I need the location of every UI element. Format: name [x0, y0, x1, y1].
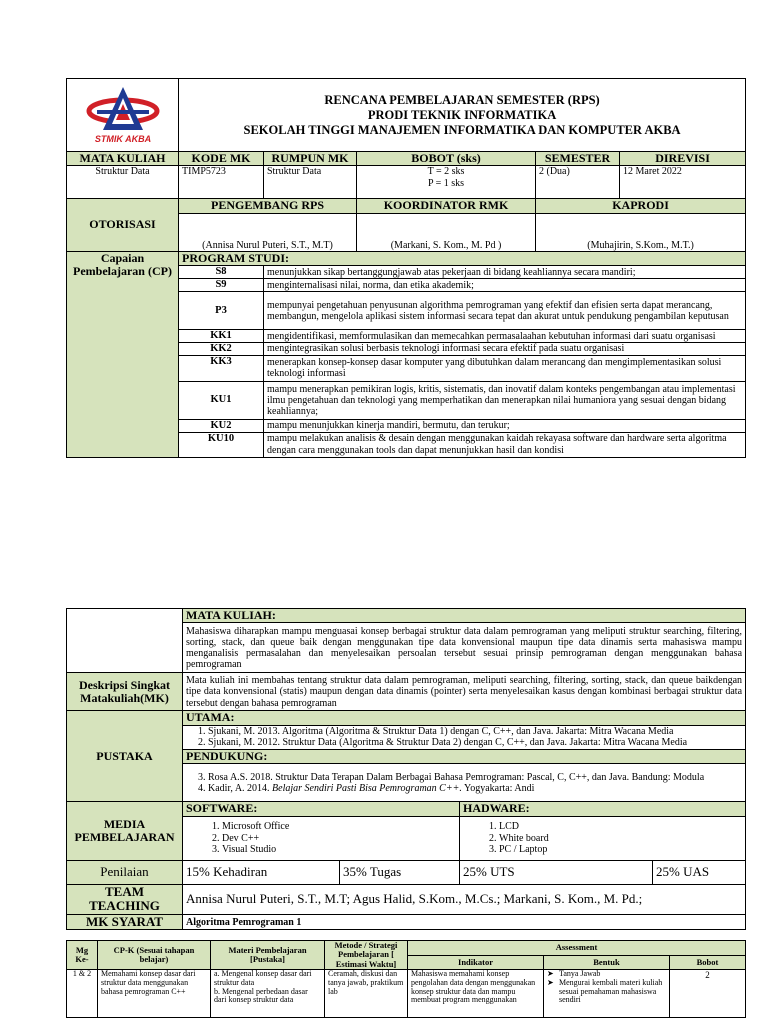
- weekly-plan-table: [66, 940, 746, 1018]
- kode-mk-value: TIMP5723: [179, 166, 264, 199]
- pengembang-rps-header: PENGEMBANG RPS: [179, 199, 357, 213]
- utama-list: [183, 725, 746, 749]
- hardware-item: 1. LCD: [499, 821, 742, 832]
- mata-kuliah-section-label: MATA KULIAH:: [183, 609, 746, 623]
- penilaian-label: Penilaian: [67, 860, 183, 884]
- cp-text: mampu menerapkan pemikiran logis, kritis, sistematis, dan inovatif dalam konteks pengembangan atau implementasi ilmu pengetahuan dan teknologi yang memperhatikan dan menerapkan nilai humaniora yang sesuai dengan bidang keahliannya;: [264, 381, 746, 419]
- cp-text: mempunyai pengetahuan penyusunan algorithma pemrograman yang efektif dan efisien serta dapat merancang, membangun, mengelola aplikasi sistem informasi secara tepat dan akurat untuk pendukung pengambilan keputusan: [264, 292, 746, 330]
- cp-code: KK3: [179, 355, 264, 381]
- pendukung-4-title: Belajar Sendiri Pasti Bisa Pemrograman C++.: [272, 782, 462, 794]
- bobot-p: P = 1 sks: [427, 177, 465, 189]
- logo-cell: [67, 79, 179, 152]
- cp-code: S9: [179, 279, 264, 292]
- cp-code: S8: [179, 266, 264, 279]
- bobot-value: [357, 166, 536, 199]
- semester-header: SEMESTER: [536, 152, 620, 166]
- software-label: SOFTWARE:: [183, 802, 460, 816]
- mata-kuliah-blank: [67, 609, 183, 673]
- rumpun-mk-value: Struktur Data: [264, 166, 357, 199]
- team-teaching-label: TEAM TEACHING: [67, 884, 183, 914]
- pustaka-label: PUSTAKA: [67, 711, 183, 802]
- direvisi-header: DIREVISI: [620, 152, 746, 166]
- mk-syarat-label: MK SYARAT: [67, 914, 183, 930]
- logo-text: STMIK AKBA: [94, 134, 151, 144]
- materi-item: a. Mengenal konsep dasar dari struktur data: [214, 969, 312, 987]
- penilaian-item: 25% UTS: [460, 860, 653, 884]
- bentuk-item: Mengurai kembali materi kuliah sesuai pemahaman mahasiswa sendiri: [559, 977, 663, 1005]
- mata-kuliah-header: MATA KULIAH: [67, 152, 179, 166]
- cpk-text: Memahami konsep dasar dari struktur data menggunakan bahasa pemrograman C++: [98, 970, 211, 1018]
- rps-title: [179, 79, 746, 152]
- software-list: [183, 816, 460, 860]
- hardware-list: [460, 816, 746, 860]
- cp-label: Capaian Pembelajaran (CP): [67, 251, 179, 457]
- cp-text: mampu menunjukkan kinerja mandiri, bermutu, dan terukur;: [264, 419, 746, 432]
- deskripsi-text: Mata kuliah ini membahas tentang struktur data dalam pemrograman, meliputi searching, filtering, sorting, stack, dan queue baikdengan tipe data konvensional (statis) maupun dengan data dinamis (pointer) serta menyelesaikan kasus dengan kombinasi berbagai struktur data tersebut dengan bahasa pemrograman: [183, 673, 746, 711]
- software-item: 3. Visual Studio: [222, 844, 456, 855]
- pendukung-label: PENDUKUNG:: [183, 749, 746, 763]
- cp-code: KU2: [179, 419, 264, 432]
- pustaka-item: 2. Sjukani, M. 2012. Struktur Data (Algoritma & Struktur Data 2) dengan C, C++, dan Java. Jakarta: Mitra Wacana Media: [208, 737, 742, 748]
- semester-value: 2 (Dua): [536, 166, 620, 199]
- cp-code: KU10: [179, 432, 264, 457]
- rps-title-line-2: PRODI TEKNIK INFORMATIKA: [367, 107, 557, 122]
- software-item: 1. Microsoft Office: [222, 821, 456, 832]
- deskripsi-label: Deskripsi Singkat Matakuliah(MK): [67, 673, 183, 711]
- otorisasi-label: OTORISASI: [67, 199, 179, 251]
- cp-text: menunjukkan sikap bertanggungjawab atas pekerjaan di bidang keahliannya secara mandiri;: [264, 266, 746, 279]
- cp-code: KU1: [179, 381, 264, 419]
- materi-item: b. Mengenal perbedaan dasar dari konsep struktur data: [214, 986, 308, 1005]
- rps-title-line-3: SEKOLAH TINGGI MANAJEMEN INFORMATIKA DAN KOMPUTER AKBA: [243, 122, 681, 137]
- cpk-header: CP-K (Sesuai tahapan belajar): [98, 941, 211, 970]
- cp-text: menginternalisasi nilai, norma, dan etika akademik;: [264, 279, 746, 292]
- stmik-akba-logo: [83, 84, 163, 146]
- cp-code: KK1: [179, 330, 264, 343]
- rps-title-line-1: RENCANA PEMBELAJARAN SEMESTER (RPS): [324, 92, 600, 107]
- assessment-header: Assessment: [408, 941, 746, 956]
- bobot-header: BOBOT (sks): [357, 152, 536, 166]
- bentuk-header: Bentuk: [544, 955, 670, 970]
- rumpun-mk-header: RUMPUN MK: [264, 152, 357, 166]
- pendukung-4-suffix: Yogyakarta: Andi: [463, 782, 535, 794]
- direvisi-value: 12 Maret 2022: [620, 166, 746, 199]
- mata-kuliah-description: Mahasiswa diharapkan mampu menguasai konsep berbagai struktur data dalam pemrograman yang meliputi struktur searching, filtering, sorting, stack, dan queue baik dengan menggunakan tipe data konvensional maupun tipe data dinamis serta mahasiswa mampu menganalisis permasalahan dan menyelesaikan persoalan tersebut sesuai prinsip pemrograman dengan menggunakan bahasa pemrograman: [183, 623, 746, 673]
- mk-syarat-text: Algoritma Pemrograman 1: [183, 914, 746, 930]
- hardware-item: 2. White board: [499, 833, 742, 844]
- rps-header-table: [66, 78, 746, 458]
- pustaka-item: 1. Sjukani, M. 2013. Algoritma (Algoritma & Struktur Data 1) dengan C, C++, dan Java. Jakarta: Mitra Wacana Media: [208, 726, 742, 737]
- arrow-bullet-icon: ➤: [547, 969, 554, 979]
- pendukung-list: [183, 764, 746, 802]
- cp-text: mengintegrasikan solusi berbasis teknologi informasi secara efektif pada suatu organisasi: [264, 343, 746, 356]
- materi-header: Materi Pembelajaran [Pustaka]: [211, 941, 325, 970]
- metode-header: Metode / Strategi Pembelajaran [ Estimasi Waktu]: [325, 941, 408, 970]
- bobot-week-value: 2: [670, 970, 746, 1018]
- program-studi-label: PROGRAM STUDI:: [179, 251, 746, 265]
- koordinator-rmk-name: (Markani, S. Kom., M. Pd ): [357, 213, 536, 251]
- hardware-item: 3. PC / Laptop: [499, 844, 742, 855]
- bobot-t: T = 2 sks: [427, 166, 465, 178]
- bentuk-list: [544, 970, 670, 1018]
- penilaian-item: 25% UAS: [653, 860, 746, 884]
- cp-code: KK2: [179, 343, 264, 356]
- penilaian-item: 15% Kehadiran: [183, 860, 340, 884]
- utama-label: UTAMA:: [183, 711, 746, 725]
- pustaka-item: 3. Rosa A.S. 2018. Struktur Data Terapan Dalam Berbagai Bahasa Pemrograman: Pascal, C, C++, dan Java. Bandung: Modula: [208, 772, 742, 783]
- media-label: MEDIA PEMBELAJARAN: [67, 802, 183, 860]
- cp-text: mampu melakukan analisis & desain dengan menggunakan kaidah rekayasa software dan hardware serta algoritma dengan cara menggunakan tools dan dapat menunjukkan hasil dan kondisi: [264, 432, 746, 457]
- software-item: 2. Dev C++: [222, 833, 456, 844]
- cp-code: P3: [179, 292, 264, 330]
- indikator-header: Indikator: [408, 955, 544, 970]
- indikator-text: Mahasiswa memahami konsep pengolahan data dengan menggunakan konsep struktur data dan mampu membuat program menggunakan: [408, 970, 544, 1018]
- hardware-label: HADWARE:: [460, 802, 746, 816]
- metode-text: Ceramah, diskusi dan tanya jawab, praktikum lab: [325, 970, 408, 1018]
- kode-mk-header: KODE MK: [179, 152, 264, 166]
- mata-kuliah-value: Struktur Data: [67, 166, 179, 199]
- pengembang-rps-name: (Annisa Nurul Puteri, S.T., M.T): [179, 213, 357, 251]
- kaprodi-header: KAPRODI: [536, 199, 746, 213]
- team-teaching-text: Annisa Nurul Puteri, S.T., M.T; Agus Halid, S.Kom., M.Cs.; Markani, S. Kom., M. Pd.;: [183, 884, 746, 914]
- pendukung-4-prefix: Kadir, A. 2014.: [208, 782, 270, 794]
- cp-text: mengidentifikasi, memformulasikan dan memecahkan permasalaahan kebutuhan informasi dari suatu organisasi: [264, 330, 746, 343]
- penilaian-item: 35% Tugas: [340, 860, 460, 884]
- pustaka-item: [208, 783, 742, 794]
- bentuk-item: Tanya Jawab: [559, 969, 601, 979]
- bobot-week-header: Bobot: [670, 955, 746, 970]
- week-number: 1 & 2: [67, 970, 98, 1018]
- arrow-bullet-icon: ➤: [547, 977, 554, 987]
- kaprodi-name: (Muhajirin, S.Kom., M.T.): [536, 213, 746, 251]
- course-detail-table: [66, 608, 746, 930]
- mg-header: Mg Ke-: [67, 941, 98, 970]
- cp-text: menerapkan konsep-konsep dasar komputer yang dibutuhkan dalam merancang dan mengimplementasikan solusi teknologi informasi: [264, 355, 746, 381]
- koordinator-rmk-header: KOORDINATOR RMK: [357, 199, 536, 213]
- materi-text: [211, 970, 325, 1018]
